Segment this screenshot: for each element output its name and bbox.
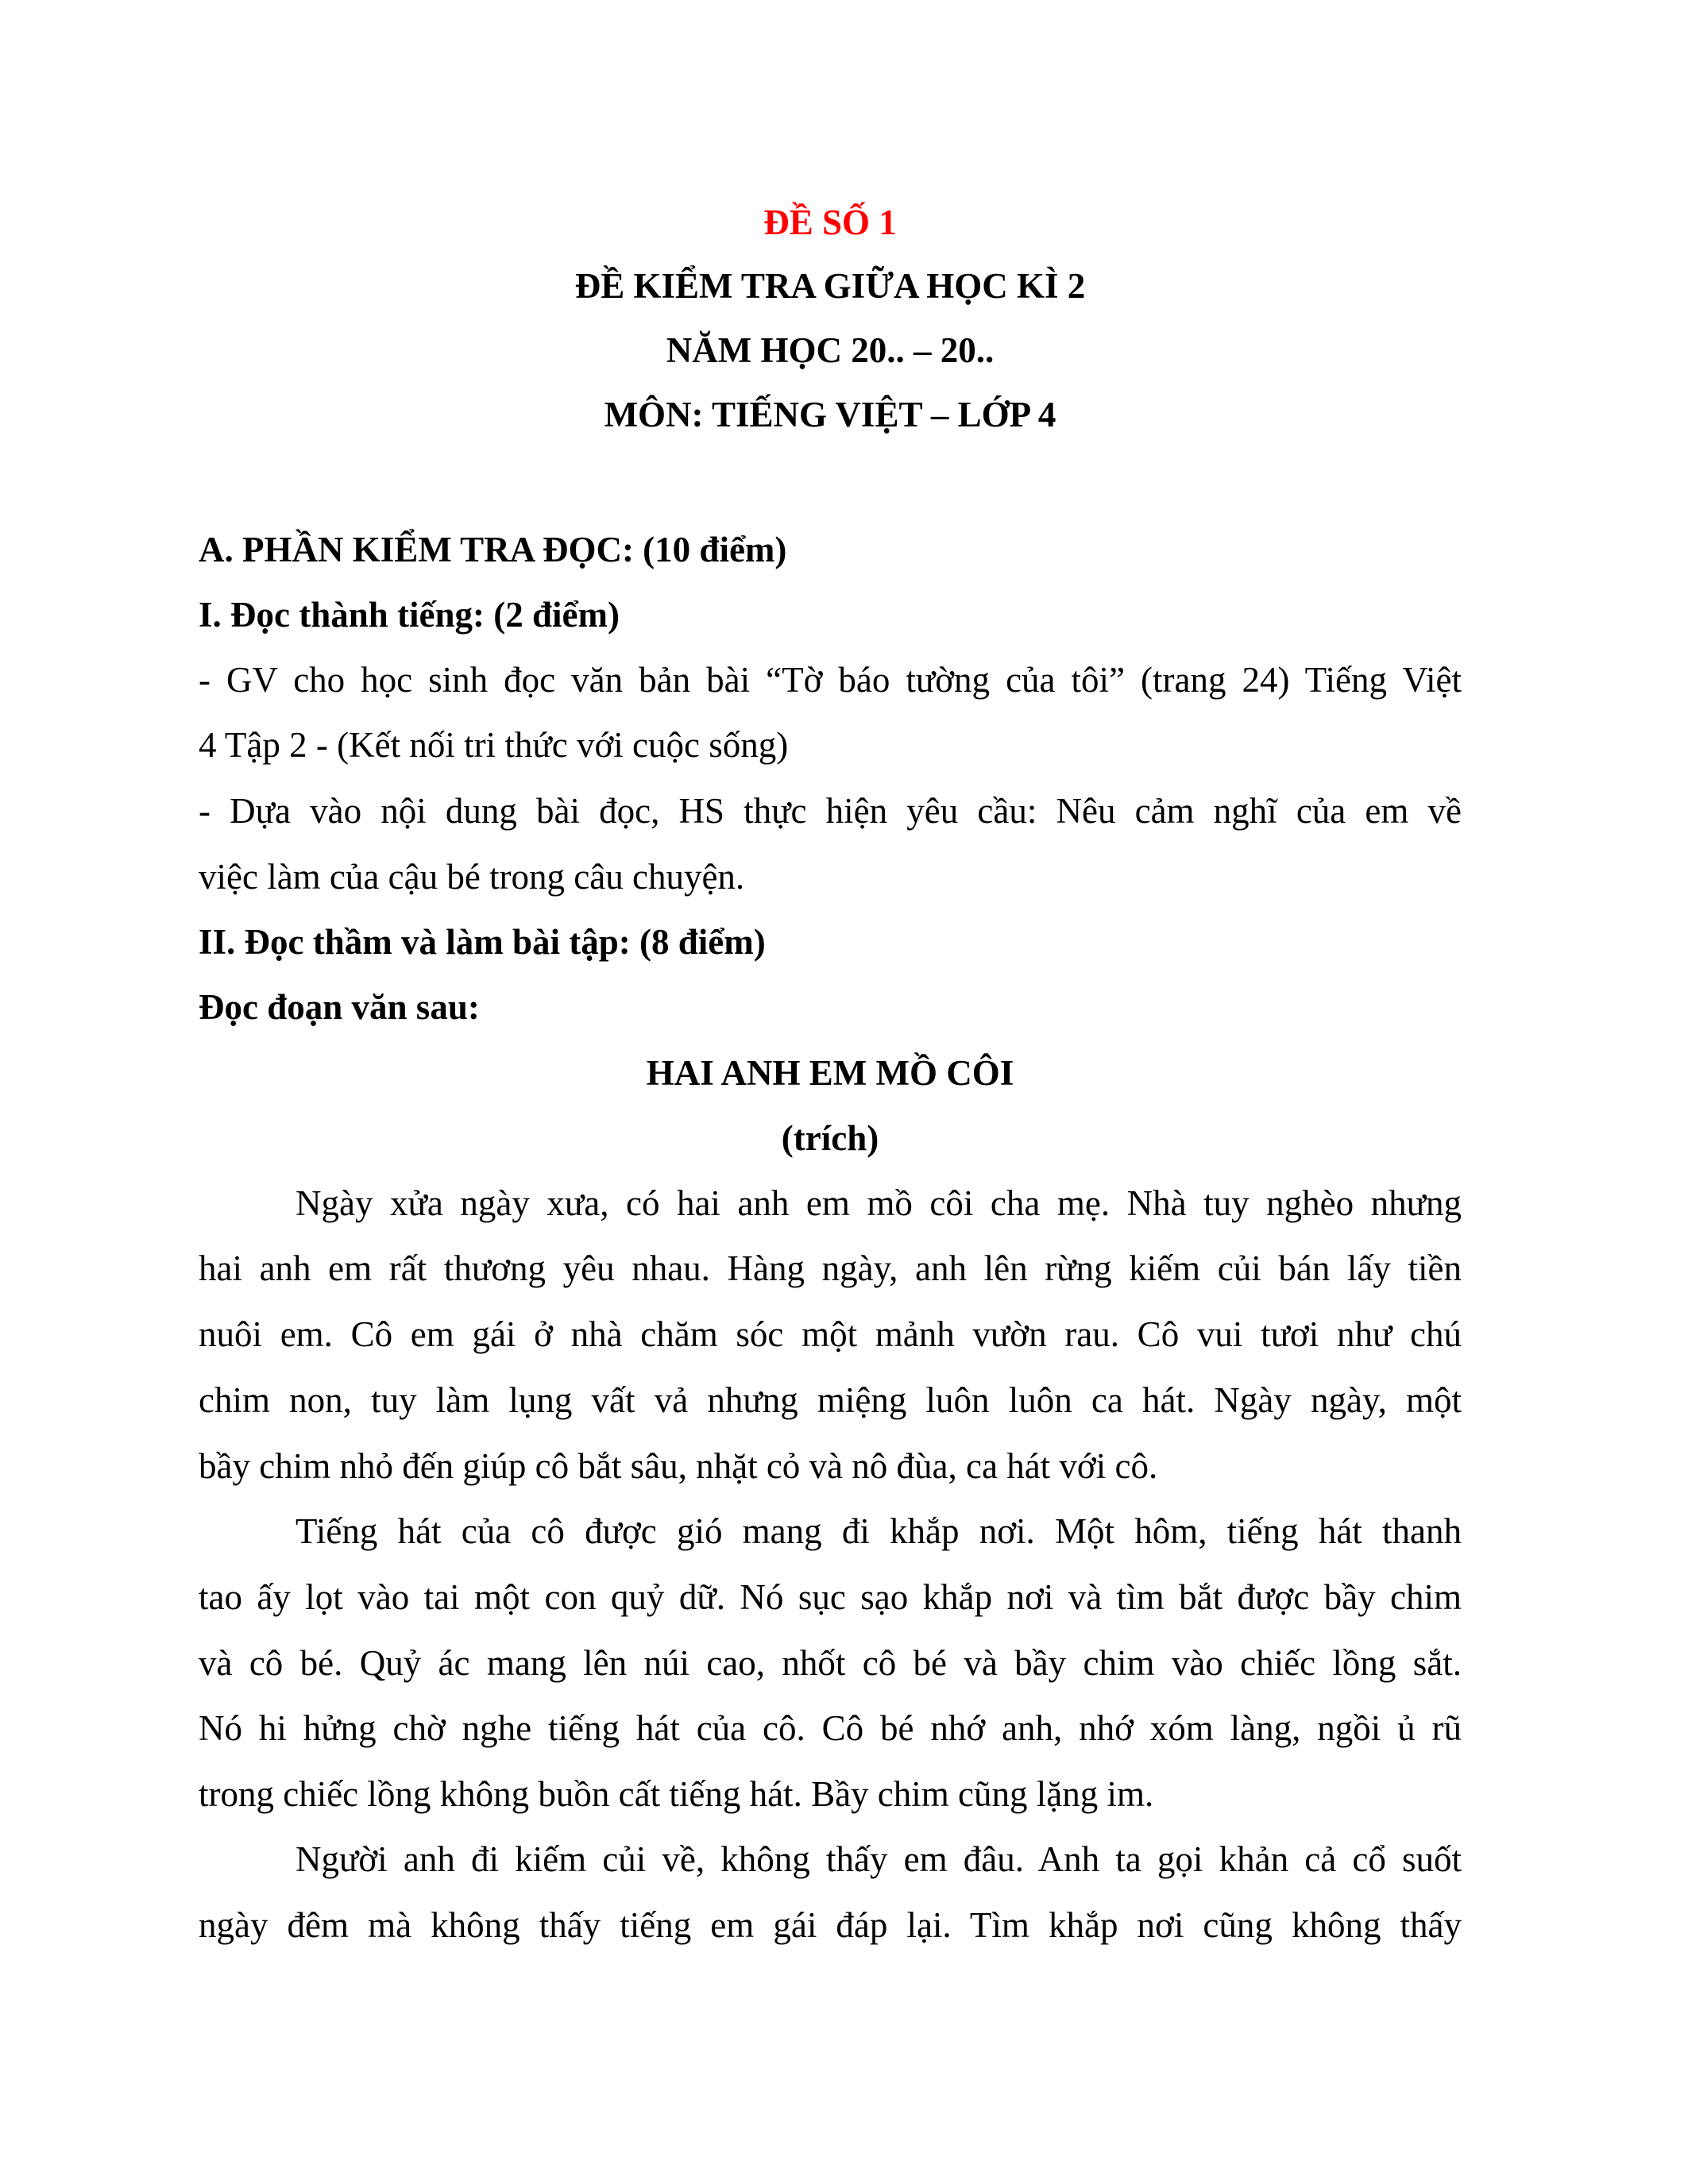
story-subtitle: (trích)	[781, 1118, 879, 1158]
part-1-heading: I. Đọc thành tiếng: (2 điểm)	[199, 595, 620, 635]
exam-title: ĐỀ KIỂM TRA GIỮA HỌC KÌ 2	[574, 266, 1086, 306]
story-title: HAI ANH EM MỒ CÔI	[646, 1053, 1014, 1093]
story-line: nuôi em. Cô em gái ở nhà chăm sóc một mảnh vườn rau. Cô vui tươi như chú	[199, 1314, 1462, 1354]
exam-number: ĐỀ SỐ 1	[763, 203, 897, 242]
part-1-line: - Dựa vào nội dung bài đọc, HS thực hiện yêu cầu: Nêu cảm nghĩ của em về	[199, 791, 1462, 831]
story-line: Người anh đi kiếm củi về, không thấy em đâu. Anh ta gọi khản cả cổ suốt	[295, 1839, 1462, 1879]
story-line: ngày đêm mà không thấy tiếng em gái đáp lại. Tìm khắp nơi cũng không thấy	[199, 1905, 1462, 1945]
story-line: Ngày xửa ngày xưa, có hai anh em mồ côi cha mẹ. Nhà tuy nghèo nhưng	[295, 1183, 1462, 1223]
story-line: Tiếng hát của cô được gió mang đi khắp nơi. Một hôm, tiếng hát thanh	[295, 1511, 1462, 1551]
story-line: Nó hi hửng chờ nghe tiếng hát của cô. Cô bé nhớ anh, nhớ xóm làng, ngồi ủ rũ	[199, 1708, 1462, 1748]
subject-line: MÔN: TIẾNG VIỆT – LỚP 4	[604, 395, 1056, 434]
story-line: hai anh em rất thương yêu nhau. Hàng ngày, anh lên rừng kiếm củi bán lấy tiền	[199, 1248, 1462, 1288]
story-line: trong chiếc lồng không buồn cất tiếng hát. Bầy chim cũng lặng im.	[199, 1774, 1154, 1814]
document-page	[199, 0, 1462, 2184]
part-1-line: - GV cho học sinh đọc văn bản bài “Tờ báo tường của tôi” (trang 24) Tiếng Việt	[199, 660, 1462, 700]
part-1-line: 4 Tập 2 - (Kết nối tri thức với cuộc sống)	[199, 725, 789, 765]
story-line: tao ấy lọt vào tai một con quỷ dữ. Nó sục sạo khắp nơi và tìm bắt được bầy chim	[199, 1577, 1462, 1617]
part-1-line: việc làm của cậu bé trong câu chuyện.	[199, 857, 745, 897]
story-line: bầy chim nhỏ đến giúp cô bắt sâu, nhặt cỏ và nô đùa, ca hát với cô.	[199, 1446, 1158, 1486]
reading-instruction: Đọc đoạn văn sau:	[199, 987, 480, 1027]
school-year: NĂM HỌC 20.. – 20..	[666, 330, 995, 370]
part-2-heading: II. Đọc thầm và làm bài tập: (8 điểm)	[199, 922, 766, 962]
story-line: và cô bé. Quỷ ác mang lên núi cao, nhốt cô bé và bầy chim vào chiếc lồng sắt.	[199, 1643, 1462, 1683]
section-a-heading: A. PHẦN KIỂM TRA ĐỌC: (10 điểm)	[199, 530, 787, 569]
story-line: chim non, tuy làm lụng vất vả nhưng miệng luôn luôn ca hát. Ngày ngày, một	[199, 1380, 1462, 1420]
